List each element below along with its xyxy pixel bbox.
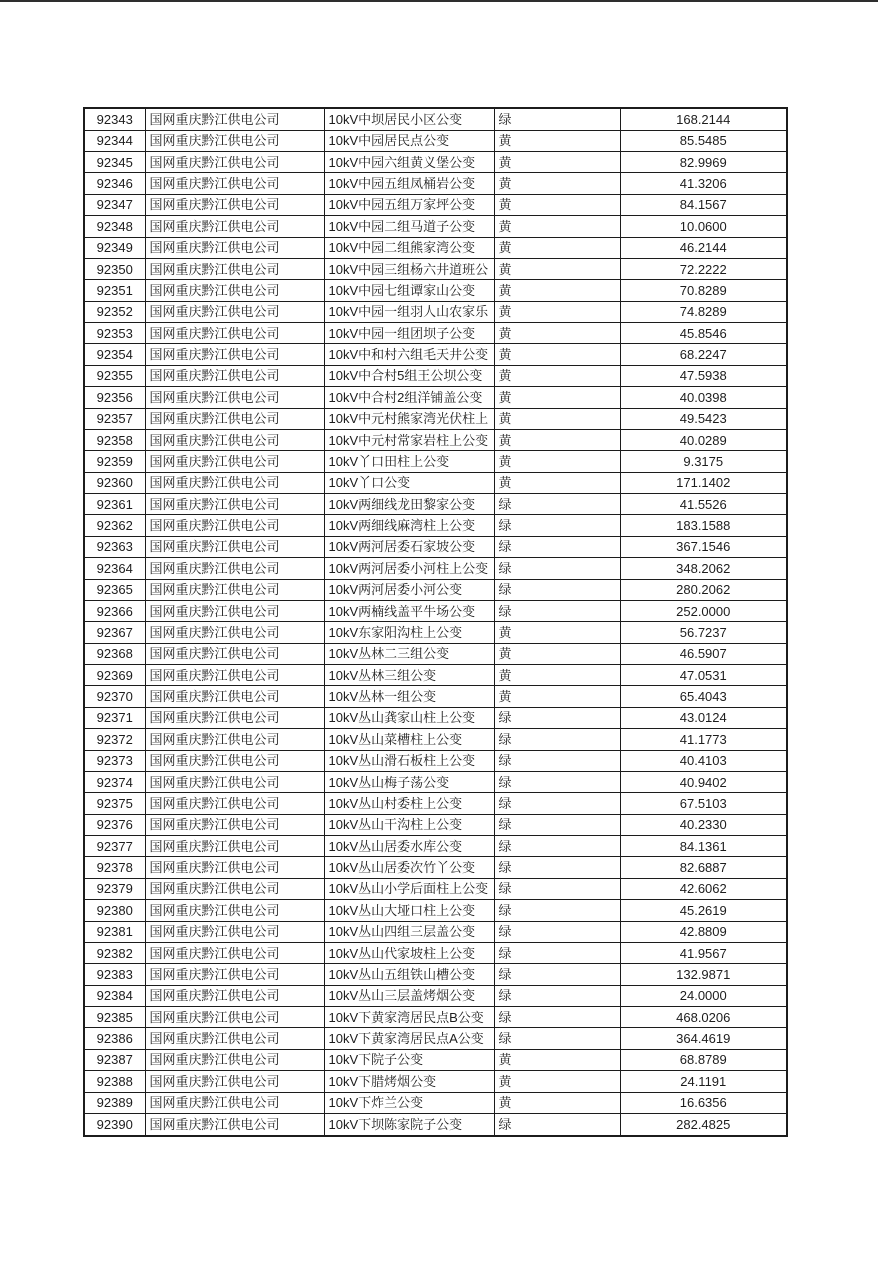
table-row bbox=[84, 579, 787, 600]
company-cell: 国网重庆黔江供电公司 bbox=[145, 494, 324, 515]
table-row bbox=[84, 793, 787, 814]
table-row bbox=[84, 280, 787, 301]
device-name-cell: 10kV下黄家湾居民点A公变 bbox=[324, 1028, 494, 1049]
table-row bbox=[84, 216, 787, 237]
company-cell: 国网重庆黔江供电公司 bbox=[145, 814, 324, 835]
company-cell: 国网重庆黔江供电公司 bbox=[145, 686, 324, 707]
value-cell: 74.8289 bbox=[620, 301, 787, 322]
company-cell: 国网重庆黔江供电公司 bbox=[145, 258, 324, 279]
table-row bbox=[84, 130, 787, 151]
record-id-cell: 92382 bbox=[84, 942, 145, 963]
value-cell: 40.0289 bbox=[620, 429, 787, 450]
value-cell: 280.2062 bbox=[620, 579, 787, 600]
table-row bbox=[84, 900, 787, 921]
status-cell: 黄 bbox=[494, 408, 620, 429]
company-cell: 国网重庆黔江供电公司 bbox=[145, 323, 324, 344]
device-name-cell: 10kV丛山村委柱上公变 bbox=[324, 793, 494, 814]
value-cell: 364.4619 bbox=[620, 1028, 787, 1049]
record-id-cell: 92363 bbox=[84, 536, 145, 557]
record-id-cell: 92377 bbox=[84, 836, 145, 857]
record-id-cell: 92355 bbox=[84, 365, 145, 386]
record-id-cell: 92362 bbox=[84, 515, 145, 536]
company-cell: 国网重庆黔江供电公司 bbox=[145, 1113, 324, 1136]
company-cell: 国网重庆黔江供电公司 bbox=[145, 344, 324, 365]
device-name-cell: 10kV中元村熊家湾光伏柱上 bbox=[324, 408, 494, 429]
record-id-cell: 92383 bbox=[84, 964, 145, 985]
device-name-cell: 10kV两细线麻湾柱上公变 bbox=[324, 515, 494, 536]
table-row bbox=[84, 921, 787, 942]
table-row bbox=[84, 729, 787, 750]
status-cell: 绿 bbox=[494, 985, 620, 1006]
device-name-cell: 10kV两河居委石家坡公变 bbox=[324, 536, 494, 557]
record-id-cell: 92381 bbox=[84, 921, 145, 942]
status-cell: 绿 bbox=[494, 836, 620, 857]
record-id-cell: 92376 bbox=[84, 814, 145, 835]
value-cell: 82.6887 bbox=[620, 857, 787, 878]
record-id-cell: 92387 bbox=[84, 1049, 145, 1070]
value-cell: 85.5485 bbox=[620, 130, 787, 151]
value-cell: 468.0206 bbox=[620, 1007, 787, 1028]
table-row bbox=[84, 1092, 787, 1113]
status-cell: 黄 bbox=[494, 216, 620, 237]
status-cell: 绿 bbox=[494, 1007, 620, 1028]
table-row bbox=[84, 472, 787, 493]
status-cell: 黄 bbox=[494, 1092, 620, 1113]
record-id-cell: 92358 bbox=[84, 429, 145, 450]
company-cell: 国网重庆黔江供电公司 bbox=[145, 579, 324, 600]
table-row bbox=[84, 1028, 787, 1049]
transformer-table bbox=[83, 107, 788, 1137]
table-row bbox=[84, 622, 787, 643]
value-cell: 45.8546 bbox=[620, 323, 787, 344]
status-cell: 黄 bbox=[494, 1049, 620, 1070]
table-row bbox=[84, 836, 787, 857]
status-cell: 绿 bbox=[494, 857, 620, 878]
device-name-cell: 10kV下坝陈家院子公变 bbox=[324, 1113, 494, 1136]
table-row bbox=[84, 1071, 787, 1092]
transformer-table-body bbox=[84, 108, 787, 1136]
value-cell: 70.8289 bbox=[620, 280, 787, 301]
record-id-cell: 92388 bbox=[84, 1071, 145, 1092]
record-id-cell: 92379 bbox=[84, 878, 145, 899]
table-row bbox=[84, 108, 787, 130]
status-cell: 黄 bbox=[494, 365, 620, 386]
value-cell: 46.2144 bbox=[620, 237, 787, 258]
table-row bbox=[84, 600, 787, 621]
company-cell: 国网重庆黔江供电公司 bbox=[145, 280, 324, 301]
status-cell: 绿 bbox=[494, 729, 620, 750]
table-row bbox=[84, 985, 787, 1006]
value-cell: 10.0600 bbox=[620, 216, 787, 237]
device-name-cell: 10kV中园七组谭家山公变 bbox=[324, 280, 494, 301]
company-cell: 国网重庆黔江供电公司 bbox=[145, 429, 324, 450]
status-cell: 黄 bbox=[494, 686, 620, 707]
table-row bbox=[84, 686, 787, 707]
status-cell: 绿 bbox=[494, 878, 620, 899]
status-cell: 绿 bbox=[494, 579, 620, 600]
value-cell: 16.6356 bbox=[620, 1092, 787, 1113]
value-cell: 41.1773 bbox=[620, 729, 787, 750]
record-id-cell: 92378 bbox=[84, 857, 145, 878]
record-id-cell: 92359 bbox=[84, 451, 145, 472]
record-id-cell: 92372 bbox=[84, 729, 145, 750]
value-cell: 367.1546 bbox=[620, 536, 787, 557]
device-name-cell: 10kV中元村常家岩柱上公变 bbox=[324, 429, 494, 450]
table-row bbox=[84, 643, 787, 664]
device-name-cell: 10kV中园一组团坝子公变 bbox=[324, 323, 494, 344]
status-cell: 绿 bbox=[494, 771, 620, 792]
value-cell: 24.0000 bbox=[620, 985, 787, 1006]
company-cell: 国网重庆黔江供电公司 bbox=[145, 600, 324, 621]
company-cell: 国网重庆黔江供电公司 bbox=[145, 1092, 324, 1113]
company-cell: 国网重庆黔江供电公司 bbox=[145, 1028, 324, 1049]
status-cell: 黄 bbox=[494, 323, 620, 344]
device-name-cell: 10kV两楠线盖平牛场公变 bbox=[324, 600, 494, 621]
value-cell: 42.6062 bbox=[620, 878, 787, 899]
table-row bbox=[84, 515, 787, 536]
company-cell: 国网重庆黔江供电公司 bbox=[145, 921, 324, 942]
table-row bbox=[84, 194, 787, 215]
company-cell: 国网重庆黔江供电公司 bbox=[145, 152, 324, 173]
company-cell: 国网重庆黔江供电公司 bbox=[145, 536, 324, 557]
table-row bbox=[84, 152, 787, 173]
device-name-cell: 10kV两细线龙田黎家公变 bbox=[324, 494, 494, 515]
table-row bbox=[84, 408, 787, 429]
company-cell: 国网重庆黔江供电公司 bbox=[145, 964, 324, 985]
page-top-edge-line bbox=[0, 0, 878, 2]
device-name-cell: 10kV东家阳沟柱上公变 bbox=[324, 622, 494, 643]
record-id-cell: 92346 bbox=[84, 173, 145, 194]
company-cell: 国网重庆黔江供电公司 bbox=[145, 900, 324, 921]
device-name-cell: 10kV丛山代家坡柱上公变 bbox=[324, 942, 494, 963]
value-cell: 168.2144 bbox=[620, 108, 787, 130]
device-name-cell: 10kV丛山居委次竹丫公变 bbox=[324, 857, 494, 878]
device-name-cell: 10kV中合村2组洋铺盖公变 bbox=[324, 387, 494, 408]
company-cell: 国网重庆黔江供电公司 bbox=[145, 387, 324, 408]
device-name-cell: 10kV丛山菜槽柱上公变 bbox=[324, 729, 494, 750]
status-cell: 绿 bbox=[494, 515, 620, 536]
record-id-cell: 92361 bbox=[84, 494, 145, 515]
record-id-cell: 92374 bbox=[84, 771, 145, 792]
device-name-cell: 10kV丛山居委水库公变 bbox=[324, 836, 494, 857]
company-cell: 国网重庆黔江供电公司 bbox=[145, 301, 324, 322]
record-id-cell: 92365 bbox=[84, 579, 145, 600]
record-id-cell: 92349 bbox=[84, 237, 145, 258]
record-id-cell: 92360 bbox=[84, 472, 145, 493]
table-row bbox=[84, 237, 787, 258]
table-row bbox=[84, 429, 787, 450]
value-cell: 171.1402 bbox=[620, 472, 787, 493]
company-cell: 国网重庆黔江供电公司 bbox=[145, 857, 324, 878]
table-row bbox=[84, 942, 787, 963]
value-cell: 252.0000 bbox=[620, 600, 787, 621]
value-cell: 72.2222 bbox=[620, 258, 787, 279]
status-cell: 绿 bbox=[494, 558, 620, 579]
device-name-cell: 10kV两河居委小河公变 bbox=[324, 579, 494, 600]
company-cell: 国网重庆黔江供电公司 bbox=[145, 643, 324, 664]
device-name-cell: 10kV下炸兰公变 bbox=[324, 1092, 494, 1113]
table-row bbox=[84, 536, 787, 557]
table-row bbox=[84, 707, 787, 728]
status-cell: 绿 bbox=[494, 1028, 620, 1049]
status-cell: 绿 bbox=[494, 921, 620, 942]
device-name-cell: 10kV丛山干沟柱上公变 bbox=[324, 814, 494, 835]
device-name-cell: 10kV下黄家湾居民点B公变 bbox=[324, 1007, 494, 1028]
value-cell: 67.5103 bbox=[620, 793, 787, 814]
status-cell: 黄 bbox=[494, 237, 620, 258]
record-id-cell: 92351 bbox=[84, 280, 145, 301]
status-cell: 绿 bbox=[494, 600, 620, 621]
status-cell: 黄 bbox=[494, 1071, 620, 1092]
record-id-cell: 92357 bbox=[84, 408, 145, 429]
value-cell: 47.5938 bbox=[620, 365, 787, 386]
table-row bbox=[84, 365, 787, 386]
status-cell: 黄 bbox=[494, 429, 620, 450]
device-name-cell: 10kV中园五组万家坪公变 bbox=[324, 194, 494, 215]
company-cell: 国网重庆黔江供电公司 bbox=[145, 237, 324, 258]
table-row bbox=[84, 771, 787, 792]
value-cell: 348.2062 bbox=[620, 558, 787, 579]
record-id-cell: 92384 bbox=[84, 985, 145, 1006]
table-row bbox=[84, 344, 787, 365]
value-cell: 183.1588 bbox=[620, 515, 787, 536]
status-cell: 绿 bbox=[494, 900, 620, 921]
status-cell: 黄 bbox=[494, 622, 620, 643]
value-cell: 41.3206 bbox=[620, 173, 787, 194]
company-cell: 国网重庆黔江供电公司 bbox=[145, 216, 324, 237]
status-cell: 绿 bbox=[494, 942, 620, 963]
value-cell: 40.2330 bbox=[620, 814, 787, 835]
device-name-cell: 10kV丛山大垭口柱上公变 bbox=[324, 900, 494, 921]
status-cell: 黄 bbox=[494, 301, 620, 322]
status-cell: 黄 bbox=[494, 387, 620, 408]
value-cell: 41.9567 bbox=[620, 942, 787, 963]
table-row bbox=[84, 1113, 787, 1136]
company-cell: 国网重庆黔江供电公司 bbox=[145, 515, 324, 536]
company-cell: 国网重庆黔江供电公司 bbox=[145, 194, 324, 215]
value-cell: 9.3175 bbox=[620, 451, 787, 472]
status-cell: 黄 bbox=[494, 280, 620, 301]
company-cell: 国网重庆黔江供电公司 bbox=[145, 1007, 324, 1028]
value-cell: 282.4825 bbox=[620, 1113, 787, 1136]
device-name-cell: 10kV丛山四组三层盖公变 bbox=[324, 921, 494, 942]
record-id-cell: 92375 bbox=[84, 793, 145, 814]
value-cell: 40.4103 bbox=[620, 750, 787, 771]
company-cell: 国网重庆黔江供电公司 bbox=[145, 750, 324, 771]
record-id-cell: 92353 bbox=[84, 323, 145, 344]
table-row bbox=[84, 451, 787, 472]
company-cell: 国网重庆黔江供电公司 bbox=[145, 408, 324, 429]
company-cell: 国网重庆黔江供电公司 bbox=[145, 985, 324, 1006]
value-cell: 82.9969 bbox=[620, 152, 787, 173]
company-cell: 国网重庆黔江供电公司 bbox=[145, 1071, 324, 1092]
status-cell: 绿 bbox=[494, 964, 620, 985]
status-cell: 黄 bbox=[494, 194, 620, 215]
device-name-cell: 10kV中园三组杨六井道班公 bbox=[324, 258, 494, 279]
status-cell: 黄 bbox=[494, 173, 620, 194]
record-id-cell: 92345 bbox=[84, 152, 145, 173]
status-cell: 绿 bbox=[494, 494, 620, 515]
value-cell: 47.0531 bbox=[620, 665, 787, 686]
status-cell: 绿 bbox=[494, 750, 620, 771]
table-row bbox=[84, 323, 787, 344]
record-id-cell: 92366 bbox=[84, 600, 145, 621]
device-name-cell: 10kV中园居民点公变 bbox=[324, 130, 494, 151]
table-row bbox=[84, 301, 787, 322]
value-cell: 45.2619 bbox=[620, 900, 787, 921]
device-name-cell: 10kV两河居委小河柱上公变 bbox=[324, 558, 494, 579]
device-name-cell: 10kV丛山五组铁山槽公变 bbox=[324, 964, 494, 985]
value-cell: 132.9871 bbox=[620, 964, 787, 985]
value-cell: 65.4043 bbox=[620, 686, 787, 707]
device-name-cell: 10kV丛林一组公变 bbox=[324, 686, 494, 707]
value-cell: 46.5907 bbox=[620, 643, 787, 664]
device-name-cell: 10kV中园一组羽人山农家乐 bbox=[324, 301, 494, 322]
device-name-cell: 10kV丛山梅子荡公变 bbox=[324, 771, 494, 792]
company-cell: 国网重庆黔江供电公司 bbox=[145, 622, 324, 643]
table-row bbox=[84, 964, 787, 985]
record-id-cell: 92370 bbox=[84, 686, 145, 707]
record-id-cell: 92369 bbox=[84, 665, 145, 686]
record-id-cell: 92347 bbox=[84, 194, 145, 215]
status-cell: 黄 bbox=[494, 130, 620, 151]
device-name-cell: 10kV中合村5组王公坝公变 bbox=[324, 365, 494, 386]
record-id-cell: 92343 bbox=[84, 108, 145, 130]
company-cell: 国网重庆黔江供电公司 bbox=[145, 173, 324, 194]
device-name-cell: 10kV中坝居民小区公变 bbox=[324, 108, 494, 130]
device-name-cell: 10kV丛山小学后面柱上公变 bbox=[324, 878, 494, 899]
company-cell: 国网重庆黔江供电公司 bbox=[145, 729, 324, 750]
record-id-cell: 92367 bbox=[84, 622, 145, 643]
status-cell: 绿 bbox=[494, 536, 620, 557]
value-cell: 42.8809 bbox=[620, 921, 787, 942]
table-row bbox=[84, 750, 787, 771]
value-cell: 68.2247 bbox=[620, 344, 787, 365]
value-cell: 84.1361 bbox=[620, 836, 787, 857]
status-cell: 黄 bbox=[494, 344, 620, 365]
company-cell: 国网重庆黔江供电公司 bbox=[145, 878, 324, 899]
company-cell: 国网重庆黔江供电公司 bbox=[145, 771, 324, 792]
record-id-cell: 92354 bbox=[84, 344, 145, 365]
table-row bbox=[84, 665, 787, 686]
record-id-cell: 92364 bbox=[84, 558, 145, 579]
company-cell: 国网重庆黔江供电公司 bbox=[145, 451, 324, 472]
device-name-cell: 10kV丛山龚家山柱上公变 bbox=[324, 707, 494, 728]
device-name-cell: 10kV中园二组马道子公变 bbox=[324, 216, 494, 237]
status-cell: 黄 bbox=[494, 665, 620, 686]
company-cell: 国网重庆黔江供电公司 bbox=[145, 365, 324, 386]
value-cell: 24.1191 bbox=[620, 1071, 787, 1092]
table-row bbox=[84, 878, 787, 899]
value-cell: 40.0398 bbox=[620, 387, 787, 408]
device-name-cell: 10kV丛山三层盖烤烟公变 bbox=[324, 985, 494, 1006]
value-cell: 40.9402 bbox=[620, 771, 787, 792]
status-cell: 黄 bbox=[494, 472, 620, 493]
device-name-cell: 10kV下院子公变 bbox=[324, 1049, 494, 1070]
value-cell: 68.8789 bbox=[620, 1049, 787, 1070]
device-name-cell: 10kV中和村六组毛天井公变 bbox=[324, 344, 494, 365]
company-cell: 国网重庆黔江供电公司 bbox=[145, 130, 324, 151]
record-id-cell: 92380 bbox=[84, 900, 145, 921]
record-id-cell: 92371 bbox=[84, 707, 145, 728]
table-row bbox=[84, 494, 787, 515]
device-name-cell: 10kV中园五组凤桶岩公变 bbox=[324, 173, 494, 194]
table-row bbox=[84, 857, 787, 878]
record-id-cell: 92390 bbox=[84, 1113, 145, 1136]
value-cell: 84.1567 bbox=[620, 194, 787, 215]
record-id-cell: 92348 bbox=[84, 216, 145, 237]
status-cell: 绿 bbox=[494, 793, 620, 814]
value-cell: 43.0124 bbox=[620, 707, 787, 728]
record-id-cell: 92386 bbox=[84, 1028, 145, 1049]
record-id-cell: 92389 bbox=[84, 1092, 145, 1113]
status-cell: 绿 bbox=[494, 1113, 620, 1136]
table-row bbox=[84, 558, 787, 579]
record-id-cell: 92373 bbox=[84, 750, 145, 771]
status-cell: 黄 bbox=[494, 451, 620, 472]
status-cell: 绿 bbox=[494, 707, 620, 728]
status-cell: 绿 bbox=[494, 108, 620, 130]
company-cell: 国网重庆黔江供电公司 bbox=[145, 558, 324, 579]
device-name-cell: 10kV丫口田柱上公变 bbox=[324, 451, 494, 472]
device-name-cell: 10kV丛山滑石板柱上公变 bbox=[324, 750, 494, 771]
company-cell: 国网重庆黔江供电公司 bbox=[145, 1049, 324, 1070]
company-cell: 国网重庆黔江供电公司 bbox=[145, 707, 324, 728]
company-cell: 国网重庆黔江供电公司 bbox=[145, 942, 324, 963]
company-cell: 国网重庆黔江供电公司 bbox=[145, 108, 324, 130]
device-name-cell: 10kV中园二组熊家湾公变 bbox=[324, 237, 494, 258]
table-row bbox=[84, 387, 787, 408]
record-id-cell: 92385 bbox=[84, 1007, 145, 1028]
device-name-cell: 10kV丫口公变 bbox=[324, 472, 494, 493]
status-cell: 黄 bbox=[494, 152, 620, 173]
record-id-cell: 92350 bbox=[84, 258, 145, 279]
device-name-cell: 10kV丛林二三组公变 bbox=[324, 643, 494, 664]
company-cell: 国网重庆黔江供电公司 bbox=[145, 836, 324, 857]
table-row bbox=[84, 1007, 787, 1028]
record-id-cell: 92368 bbox=[84, 643, 145, 664]
table-row bbox=[84, 258, 787, 279]
record-id-cell: 92352 bbox=[84, 301, 145, 322]
status-cell: 绿 bbox=[494, 814, 620, 835]
value-cell: 49.5423 bbox=[620, 408, 787, 429]
table-row bbox=[84, 814, 787, 835]
status-cell: 黄 bbox=[494, 258, 620, 279]
device-name-cell: 10kV中园六组黄义堡公变 bbox=[324, 152, 494, 173]
device-name-cell: 10kV下腊烤烟公变 bbox=[324, 1071, 494, 1092]
value-cell: 56.7237 bbox=[620, 622, 787, 643]
company-cell: 国网重庆黔江供电公司 bbox=[145, 472, 324, 493]
company-cell: 国网重庆黔江供电公司 bbox=[145, 665, 324, 686]
status-cell: 黄 bbox=[494, 643, 620, 664]
device-name-cell: 10kV丛林三组公变 bbox=[324, 665, 494, 686]
table-row bbox=[84, 173, 787, 194]
table-row bbox=[84, 1049, 787, 1070]
value-cell: 41.5526 bbox=[620, 494, 787, 515]
company-cell: 国网重庆黔江供电公司 bbox=[145, 793, 324, 814]
record-id-cell: 92344 bbox=[84, 130, 145, 151]
record-id-cell: 92356 bbox=[84, 387, 145, 408]
